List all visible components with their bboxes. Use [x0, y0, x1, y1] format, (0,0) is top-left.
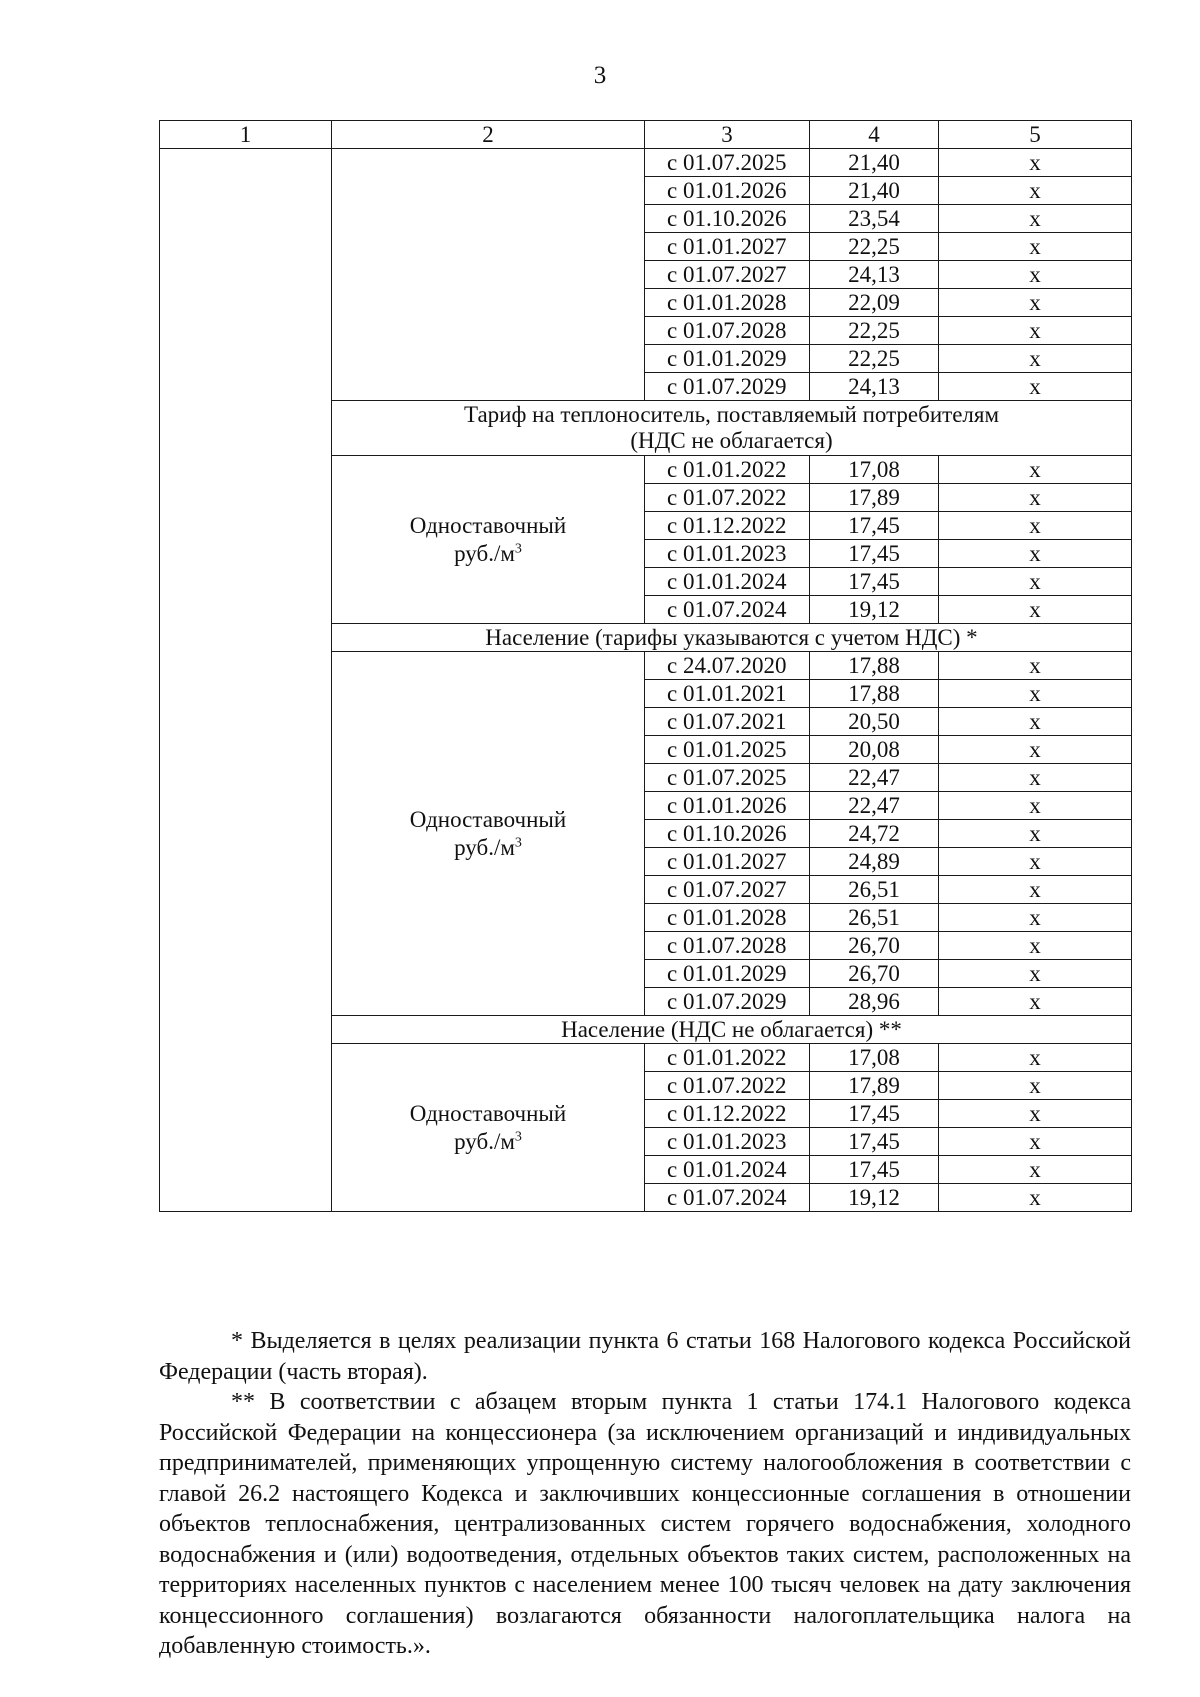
- tariff-value: 24,13: [810, 261, 939, 289]
- tariff-mark: x: [939, 1128, 1132, 1156]
- column-header: 2: [332, 121, 645, 149]
- tariff-date: с 01.01.2029: [645, 960, 810, 988]
- tariff-mark: x: [939, 149, 1132, 177]
- tariff-value: 28,96: [810, 988, 939, 1016]
- tariff-value: 22,25: [810, 317, 939, 345]
- rate-unit-text: руб./м: [454, 1128, 515, 1154]
- tariff-date: с 01.01.2029: [645, 345, 810, 373]
- tariff-mark: x: [939, 904, 1132, 932]
- tariff-value: 17,45: [810, 1156, 939, 1184]
- table-row: [160, 149, 1132, 177]
- tariff-date: с 01.07.2029: [645, 373, 810, 401]
- tariff-date: с 01.10.2026: [645, 205, 810, 233]
- tariff-date: с 01.01.2027: [645, 233, 810, 261]
- tariff-date: с 01.12.2022: [645, 512, 810, 540]
- rate-unit-exponent: 3: [514, 540, 522, 556]
- tariff-date: с 01.01.2026: [645, 792, 810, 820]
- tariff-date: с 01.01.2028: [645, 289, 810, 317]
- tariff-mark: x: [939, 736, 1132, 764]
- tariff-value: 22,25: [810, 233, 939, 261]
- page-number: 3: [593, 62, 607, 89]
- rate-type-cell: [332, 652, 645, 1016]
- tariff-date: с 24.07.2020: [645, 652, 810, 680]
- tariff-mark: x: [939, 792, 1132, 820]
- tariff-value: 17,45: [810, 1100, 939, 1128]
- tariff-mark: x: [939, 289, 1132, 317]
- column-header: 1: [160, 121, 332, 149]
- tariff-value: 17,89: [810, 1072, 939, 1100]
- tariff-date: с 01.07.2025: [645, 149, 810, 177]
- tariff-mark: x: [939, 1184, 1132, 1212]
- tariff-mark: x: [939, 317, 1132, 345]
- header-row: [160, 121, 1132, 149]
- tariff-value: 22,47: [810, 764, 939, 792]
- rate-unit: [338, 834, 638, 862]
- column-header: 4: [810, 121, 939, 149]
- rate-unit-exponent: 3: [514, 1128, 522, 1144]
- tariff-value: 24,89: [810, 848, 939, 876]
- tariff-mark: x: [939, 568, 1132, 596]
- tariff-mark: x: [939, 932, 1132, 960]
- tariff-mark: x: [939, 764, 1132, 792]
- tariff-mark: x: [939, 1044, 1132, 1072]
- tariff-mark: x: [939, 345, 1132, 373]
- footnote-2: ** В соответствии с абзацем вторым пункта 1 статьи 174.1 Налогового кодекса Российской Федерации на концессионера (за исключением организаций и индивидуальных предпринимателей, применяющих упрощенную систему налогообложения в соответствии с главой 26.2 настоящего Кодекса и заключивших концессионные соглашения в отношении объектов теплоснабжения, централизованных систем горячего водоснабжения, холодного водоснабжения и (или) водоотведения, отдельных объектов таких систем, расположенных на территориях населенных пунктов с населением менее 100 тысяч человек на дату заключения концессионного соглашения) возлагаются обязанности налогоплательщика налога на добавленную стоимость.».: [159, 1389, 1131, 1659]
- section-title-line: Тариф на теплоноситель, поставляемый потребителям: [463, 402, 1000, 427]
- tariff-value: 22,47: [810, 792, 939, 820]
- tariff-date: с 01.01.2027: [645, 848, 810, 876]
- rate-type-cell: [332, 456, 645, 624]
- column-header: 3: [645, 121, 810, 149]
- tariff-mark: x: [939, 680, 1132, 708]
- rate-type-cell: [332, 1044, 645, 1212]
- tariff-mark: x: [939, 373, 1132, 401]
- rate-type: Одноставочный: [409, 512, 567, 538]
- tariff-date: с 01.01.2024: [645, 1156, 810, 1184]
- tariff-value: 20,08: [810, 736, 939, 764]
- tariff-date: с 01.07.2022: [645, 1072, 810, 1100]
- tariff-mark: x: [939, 708, 1132, 736]
- tariff-value: 17,45: [810, 540, 939, 568]
- tariff-mark: x: [939, 1072, 1132, 1100]
- tariff-mark: x: [939, 652, 1132, 680]
- tariff-mark: x: [939, 540, 1132, 568]
- tariff-value: 26,70: [810, 932, 939, 960]
- tariff-date: с 01.07.2021: [645, 708, 810, 736]
- tariff-value: 21,40: [810, 177, 939, 205]
- column-2-cell: [332, 149, 645, 401]
- tariff-date: с 01.10.2026: [645, 820, 810, 848]
- rate-unit: [338, 1128, 638, 1156]
- tariff-date: с 01.01.2026: [645, 177, 810, 205]
- tariff-mark: x: [939, 205, 1132, 233]
- tariff-date: с 01.01.2025: [645, 736, 810, 764]
- tariff-date: с 01.01.2021: [645, 680, 810, 708]
- tariff-value: 26,70: [810, 960, 939, 988]
- tariff-mark: x: [939, 456, 1132, 484]
- tariff-mark: x: [939, 848, 1132, 876]
- tariff-value: 17,89: [810, 484, 939, 512]
- tariff-mark: x: [939, 988, 1132, 1016]
- tariff-value: 17,88: [810, 680, 939, 708]
- rate-unit-text: руб./м: [454, 834, 515, 860]
- tariff-mark: x: [939, 960, 1132, 988]
- tariff-date: с 01.01.2022: [645, 1044, 810, 1072]
- tariff-value: 24,72: [810, 820, 939, 848]
- tariff-date: с 01.01.2028: [645, 904, 810, 932]
- tariff-date: с 01.01.2023: [645, 1128, 810, 1156]
- rate-type: Одноставочный: [409, 1100, 567, 1126]
- rate-unit: [338, 540, 638, 568]
- tariff-date: с 01.07.2022: [645, 484, 810, 512]
- column-1-cell: [160, 149, 332, 1212]
- tariff-value: 23,54: [810, 205, 939, 233]
- tariff-value: 19,12: [810, 1184, 939, 1212]
- section-title: [332, 401, 1132, 456]
- tariff-value: 22,09: [810, 289, 939, 317]
- tariff-mark: x: [939, 1156, 1132, 1184]
- tariff-date: с 01.01.2023: [645, 540, 810, 568]
- tariff-mark: x: [939, 1100, 1132, 1128]
- tariff-value: 22,25: [810, 345, 939, 373]
- tariff-date: с 01.07.2025: [645, 764, 810, 792]
- tariff-value: 21,40: [810, 149, 939, 177]
- tariff-date: с 01.07.2029: [645, 988, 810, 1016]
- tariff-date: с 01.07.2024: [645, 596, 810, 624]
- tariff-mark: x: [939, 233, 1132, 261]
- tariff-value: 19,12: [810, 596, 939, 624]
- section-title-line: (НДС не облагается): [630, 428, 833, 453]
- tariff-value: 17,45: [810, 512, 939, 540]
- tariff-mark: x: [939, 484, 1132, 512]
- section-title: Население (тарифы указываются с учетом НДС) *: [332, 624, 1132, 652]
- tariff-mark: x: [939, 261, 1132, 289]
- tariff-date: с 01.01.2024: [645, 568, 810, 596]
- tariff-value: 26,51: [810, 876, 939, 904]
- tariff-date: с 01.07.2024: [645, 1184, 810, 1212]
- tariff-value: 17,45: [810, 568, 939, 596]
- tariff-date: с 01.07.2028: [645, 932, 810, 960]
- tariff-table: [159, 120, 1132, 1212]
- tariff-value: 17,45: [810, 1128, 939, 1156]
- tariff-date: с 01.07.2028: [645, 317, 810, 345]
- tariff-value: 17,08: [810, 456, 939, 484]
- rate-unit-exponent: 3: [514, 834, 522, 850]
- tariff-mark: x: [939, 177, 1132, 205]
- rate-type: Одноставочный: [409, 806, 567, 832]
- section-title: Население (НДС не облагается) **: [332, 1016, 1132, 1044]
- tariff-mark: x: [939, 596, 1132, 624]
- tariff-date: с 01.07.2027: [645, 876, 810, 904]
- tariff-value: 20,50: [810, 708, 939, 736]
- tariff-value: 17,88: [810, 652, 939, 680]
- tariff-date: с 01.12.2022: [645, 1100, 810, 1128]
- tariff-value: 24,13: [810, 373, 939, 401]
- tariff-mark: x: [939, 820, 1132, 848]
- column-header: 5: [939, 121, 1132, 149]
- tariff-mark: x: [939, 512, 1132, 540]
- tariff-value: 26,51: [810, 904, 939, 932]
- footnotes: [159, 1326, 1131, 1662]
- tariff-date: с 01.07.2027: [645, 261, 810, 289]
- tariff-date: с 01.01.2022: [645, 456, 810, 484]
- footnote-1: * Выделяется в целях реализации пункта 6 статьи 168 Налогового кодекса Российской Федерации (часть вторая).: [159, 1328, 1131, 1385]
- tariff-mark: x: [939, 876, 1132, 904]
- rate-unit-text: руб./м: [454, 540, 515, 566]
- tariff-value: 17,08: [810, 1044, 939, 1072]
